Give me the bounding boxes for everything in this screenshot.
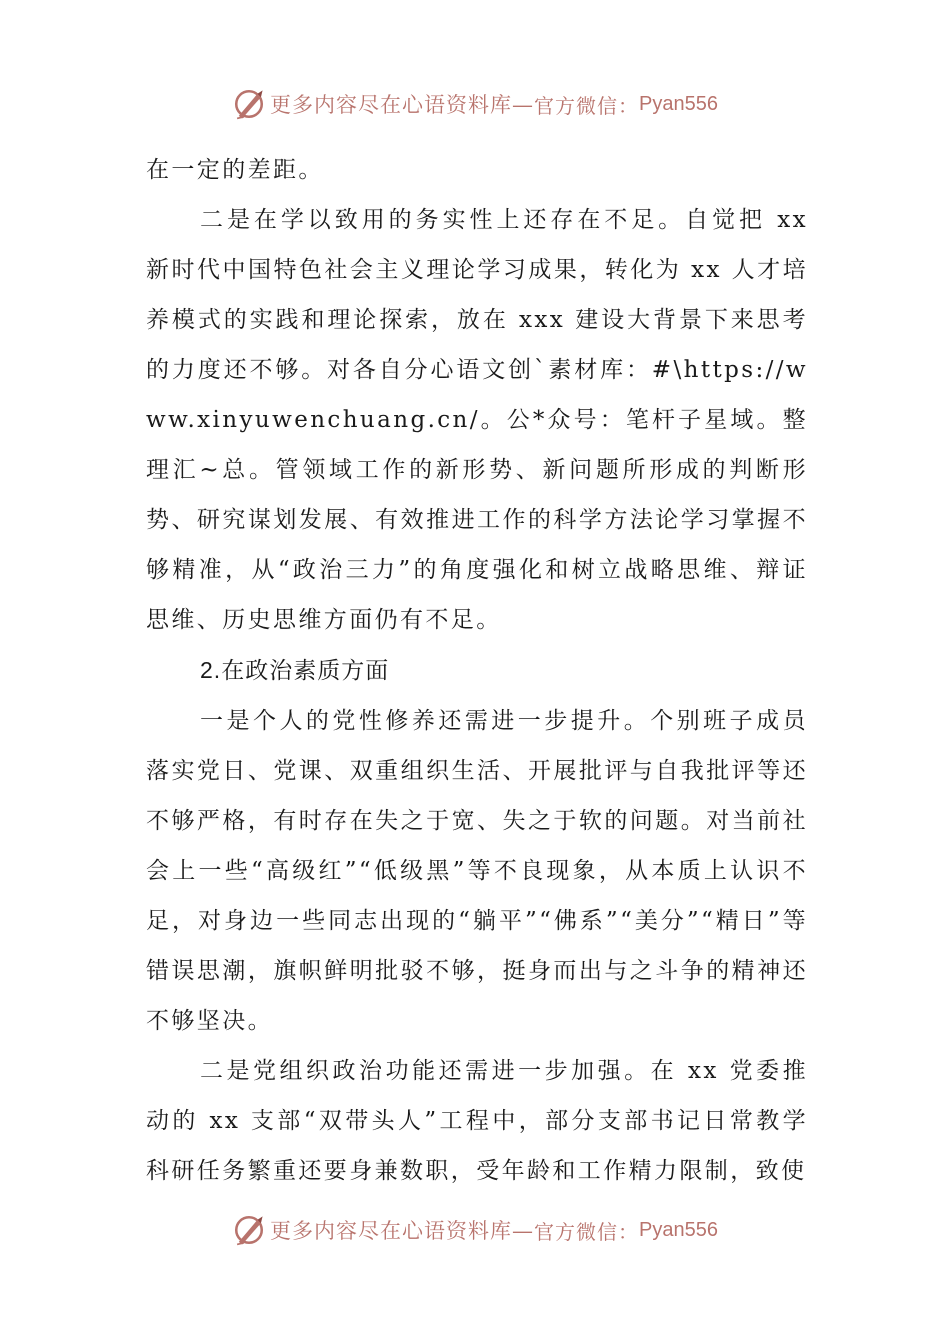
paragraph-party-spirit: 一是个人的党性修养还需进一步提升。个别班子成员落实党日、党课、双重组织生活、开展批评与自我批评等还不够严格，有时存在失之于宽、失之于软的问题。对当前社会上一些“高级红”“低级黑”等不良现象，从本质上认识不足，对身边一些同志出现的“躺平”“佛系”“美分”“精日”等错误思潮，旗帜鲜明批驳不够，挺身而出与之斗争的精神还不够坚决。 [146, 708, 808, 1034]
section-heading-political-quality [146, 645, 808, 696]
heading-number: 2. [200, 657, 222, 683]
header-wechat-label: 官方微信： [534, 93, 640, 118]
paragraph-continuation: 在一定的差距。 [146, 157, 324, 183]
header-banner [0, 82, 950, 126]
footer-wechat-id: Pyan556 [639, 1218, 718, 1241]
paragraph-party-organization: 二是党组织政治功能还需进一步加强。在 xx 党委推动的 xx 支部“双带头人”工程中，部分支部书记日常教学科研任务繁重还要身兼数职，受年龄和工作精力限制，致使 [146, 1058, 808, 1184]
pen-logo-icon [232, 87, 266, 121]
header-brand-text: 更多内容尽在心语资料库— [270, 93, 535, 117]
footer-brand-text: 更多内容尽在心语资料库— [270, 1219, 535, 1243]
pen-logo-icon [232, 1213, 266, 1247]
heading-text: 在政治素质方面 [221, 658, 390, 684]
document-body [146, 145, 808, 1196]
header-wechat-id: Pyan556 [639, 92, 718, 115]
paragraph-study-application: 二是在学以致用的务实性上还存在不足。自觉把 xx 新时代中国特色社会主义理论学习成果，转化为 xx 人才培养模式的实践和理论探索，放在 xxx 建设大背景下来思考的力度还不够。对各自分心语文创`素材库：#\https://www.xinyuwenchuang.cn/。公*众号：笔杆子星域。整理汇~总。管领域工作的新形势、新问题所形成的判断形势、研究谋划发展、有效推进工作的科学方法论学习掌握不够精准，从“政治三力”的角度强化和树立战略思维、辩证思维、历史思维方面仍有不足。 [146, 207, 808, 633]
footer-banner [0, 1208, 950, 1252]
footer-wechat-label: 官方微信： [534, 1219, 640, 1244]
